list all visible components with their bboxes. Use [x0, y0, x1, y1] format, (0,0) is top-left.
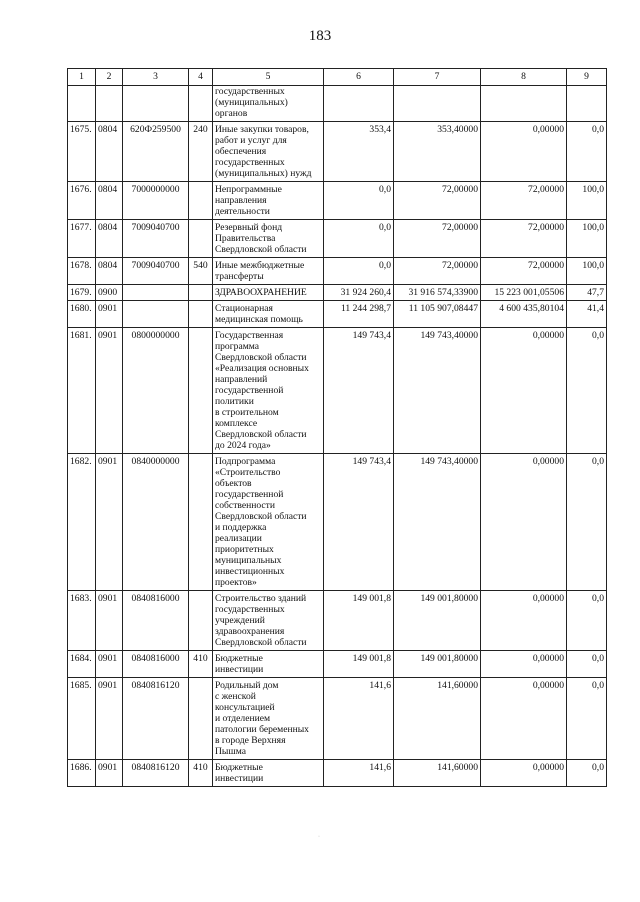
expense-type-cell	[189, 86, 213, 122]
execution-percent-cell	[567, 86, 607, 122]
section-code-cell: 0804	[96, 258, 123, 285]
header-cell: 3	[123, 69, 189, 86]
target-article-cell: 0840816120	[123, 760, 189, 787]
planned-amount-cell: 0,0	[324, 182, 394, 220]
section-code-cell: 0901	[96, 760, 123, 787]
section-code-cell: 0901	[96, 454, 123, 591]
planned-amount-cell: 141,6	[324, 678, 394, 760]
executed-amount-cell: 4 600 435,80104	[481, 301, 567, 328]
target-article-cell: 620Ф259500	[123, 122, 189, 182]
approved-amount-cell: 149 743,40000	[394, 328, 481, 454]
expense-type-cell: 410	[189, 760, 213, 787]
expense-type-cell	[189, 285, 213, 301]
header-cell: 1	[68, 69, 96, 86]
item-name-cell: Родильный дом с женской консультацией и отделением патологии беременных в городе Верхняя Пышма	[213, 678, 324, 760]
expense-type-cell: 410	[189, 651, 213, 678]
executed-amount-cell: 15 223 001,05506	[481, 285, 567, 301]
execution-percent-cell: 41,4	[567, 301, 607, 328]
header-row	[68, 69, 607, 86]
table-row	[68, 301, 607, 328]
table-row	[68, 86, 607, 122]
header-cell: 8	[481, 69, 567, 86]
planned-amount-cell: 149 001,8	[324, 591, 394, 651]
execution-percent-cell: 0,0	[567, 591, 607, 651]
section-code-cell: 0804	[96, 220, 123, 258]
planned-amount-cell	[324, 86, 394, 122]
planned-amount-cell: 149 001,8	[324, 651, 394, 678]
execution-percent-cell: 100,0	[567, 258, 607, 285]
section-code-cell: 0804	[96, 182, 123, 220]
planned-amount-cell: 353,4	[324, 122, 394, 182]
executed-amount-cell: 72,00000	[481, 182, 567, 220]
header-cell: 5	[213, 69, 324, 86]
section-code-cell: 0901	[96, 591, 123, 651]
executed-amount-cell: 0,00000	[481, 760, 567, 787]
budget-table	[67, 68, 607, 787]
approved-amount-cell: 149 001,80000	[394, 591, 481, 651]
planned-amount-cell: 141,6	[324, 760, 394, 787]
executed-amount-cell: 0,00000	[481, 651, 567, 678]
target-article-cell: 0840816000	[123, 591, 189, 651]
table-row	[68, 182, 607, 220]
approved-amount-cell: 141,60000	[394, 760, 481, 787]
executed-amount-cell: 0,00000	[481, 591, 567, 651]
table-row	[68, 220, 607, 258]
expense-type-cell	[189, 301, 213, 328]
item-name-cell: Иные закупки товаров, работ и услуг для обеспечения государственных (муниципальных) нужд	[213, 122, 324, 182]
section-code-cell	[96, 86, 123, 122]
expense-type-cell: 240	[189, 122, 213, 182]
expense-type-cell	[189, 678, 213, 760]
planned-amount-cell: 11 244 298,7	[324, 301, 394, 328]
executed-amount-cell: 0,00000	[481, 328, 567, 454]
section-code-cell: 0804	[96, 122, 123, 182]
row-number-cell: 1681.	[68, 328, 96, 454]
table-row	[68, 285, 607, 301]
executed-amount-cell	[481, 86, 567, 122]
execution-percent-cell: 47,7	[567, 285, 607, 301]
table-row	[68, 258, 607, 285]
target-article-cell	[123, 301, 189, 328]
item-name-cell: Иные межбюджетные трансферты	[213, 258, 324, 285]
approved-amount-cell: 149 001,80000	[394, 651, 481, 678]
item-name-cell: Непрограммные направления деятельности	[213, 182, 324, 220]
expense-type-cell	[189, 591, 213, 651]
item-name-cell: Резервный фонд Правительства Свердловской области	[213, 220, 324, 258]
table-row	[68, 591, 607, 651]
item-name-cell: Подпрограмма «Строительство объектов государственной собственности Свердловской области и поддержка реализации приоритетных муниципальных инвестиционных проектов»	[213, 454, 324, 591]
target-article-cell	[123, 86, 189, 122]
section-code-cell: 0901	[96, 651, 123, 678]
table-row	[68, 454, 607, 591]
row-number-cell: 1684.	[68, 651, 96, 678]
executed-amount-cell: 72,00000	[481, 220, 567, 258]
planned-amount-cell: 0,0	[324, 258, 394, 285]
target-article-cell: 0840816000	[123, 651, 189, 678]
row-number-cell: 1682.	[68, 454, 96, 591]
execution-percent-cell: 0,0	[567, 454, 607, 591]
header-cell: 9	[567, 69, 607, 86]
row-number-cell: 1685.	[68, 678, 96, 760]
section-code-cell: 0901	[96, 678, 123, 760]
planned-amount-cell: 149 743,4	[324, 328, 394, 454]
header-cell: 6	[324, 69, 394, 86]
target-article-cell: 0800000000	[123, 328, 189, 454]
table-row	[68, 678, 607, 760]
target-article-cell: 0840816120	[123, 678, 189, 760]
item-name-cell: Бюджетные инвестиции	[213, 651, 324, 678]
execution-percent-cell: 0,0	[567, 678, 607, 760]
execution-percent-cell: 0,0	[567, 760, 607, 787]
execution-percent-cell: 0,0	[567, 328, 607, 454]
row-number-cell	[68, 86, 96, 122]
header-cell: 4	[189, 69, 213, 86]
approved-amount-cell: 72,00000	[394, 258, 481, 285]
executed-amount-cell: 0,00000	[481, 678, 567, 760]
approved-amount-cell: 141,60000	[394, 678, 481, 760]
item-name-cell: государственных (муниципальных) органов	[213, 86, 324, 122]
executed-amount-cell: 0,00000	[481, 122, 567, 182]
expense-type-cell	[189, 182, 213, 220]
expense-type-cell	[189, 328, 213, 454]
table-row	[68, 328, 607, 454]
item-name-cell: Государственная программа Свердловской области «Реализация основных направлений государственной политики в строительном комплексе Свердловской области до 2024 года»	[213, 328, 324, 454]
row-number-cell: 1680.	[68, 301, 96, 328]
row-number-cell: 1677.	[68, 220, 96, 258]
row-number-cell: 1676.	[68, 182, 96, 220]
row-number-cell: 1678.	[68, 258, 96, 285]
target-article-cell: 7009040700	[123, 258, 189, 285]
item-name-cell: Стационарная медицинская помощь	[213, 301, 324, 328]
header-cell: 7	[394, 69, 481, 86]
approved-amount-cell: 353,40000	[394, 122, 481, 182]
section-code-cell: 0901	[96, 301, 123, 328]
executed-amount-cell: 72,00000	[481, 258, 567, 285]
approved-amount-cell: 72,00000	[394, 182, 481, 220]
section-code-cell: 0901	[96, 328, 123, 454]
target-article-cell: 7000000000	[123, 182, 189, 220]
planned-amount-cell: 31 924 260,4	[324, 285, 394, 301]
execution-percent-cell: 0,0	[567, 651, 607, 678]
execution-percent-cell: 100,0	[567, 220, 607, 258]
approved-amount-cell: 11 105 907,08447	[394, 301, 481, 328]
page-number: 183	[308, 28, 332, 44]
expense-type-cell	[189, 454, 213, 591]
item-name-cell: Бюджетные инвестиции	[213, 760, 324, 787]
approved-amount-cell: 31 916 574,33900	[394, 285, 481, 301]
header-cell: 2	[96, 69, 123, 86]
table-row	[68, 122, 607, 182]
footer-mark: ·	[318, 834, 320, 840]
row-number-cell: 1679.	[68, 285, 96, 301]
planned-amount-cell: 149 743,4	[324, 454, 394, 591]
expense-type-cell: 540	[189, 258, 213, 285]
target-article-cell: 7009040700	[123, 220, 189, 258]
row-number-cell: 1683.	[68, 591, 96, 651]
execution-percent-cell: 0,0	[567, 122, 607, 182]
target-article-cell	[123, 285, 189, 301]
item-name-cell: Строительство зданий государственных учреждений здравоохранения Свердловской области	[213, 591, 324, 651]
planned-amount-cell: 0,0	[324, 220, 394, 258]
approved-amount-cell	[394, 86, 481, 122]
row-number-cell: 1675.	[68, 122, 96, 182]
item-name-cell: ЗДРАВООХРАНЕНИЕ	[213, 285, 324, 301]
approved-amount-cell: 149 743,40000	[394, 454, 481, 591]
target-article-cell: 0840000000	[123, 454, 189, 591]
approved-amount-cell: 72,00000	[394, 220, 481, 258]
executed-amount-cell: 0,00000	[481, 454, 567, 591]
execution-percent-cell: 100,0	[567, 182, 607, 220]
table-row	[68, 651, 607, 678]
row-number-cell: 1686.	[68, 760, 96, 787]
section-code-cell: 0900	[96, 285, 123, 301]
expense-type-cell	[189, 220, 213, 258]
table-row	[68, 760, 607, 787]
